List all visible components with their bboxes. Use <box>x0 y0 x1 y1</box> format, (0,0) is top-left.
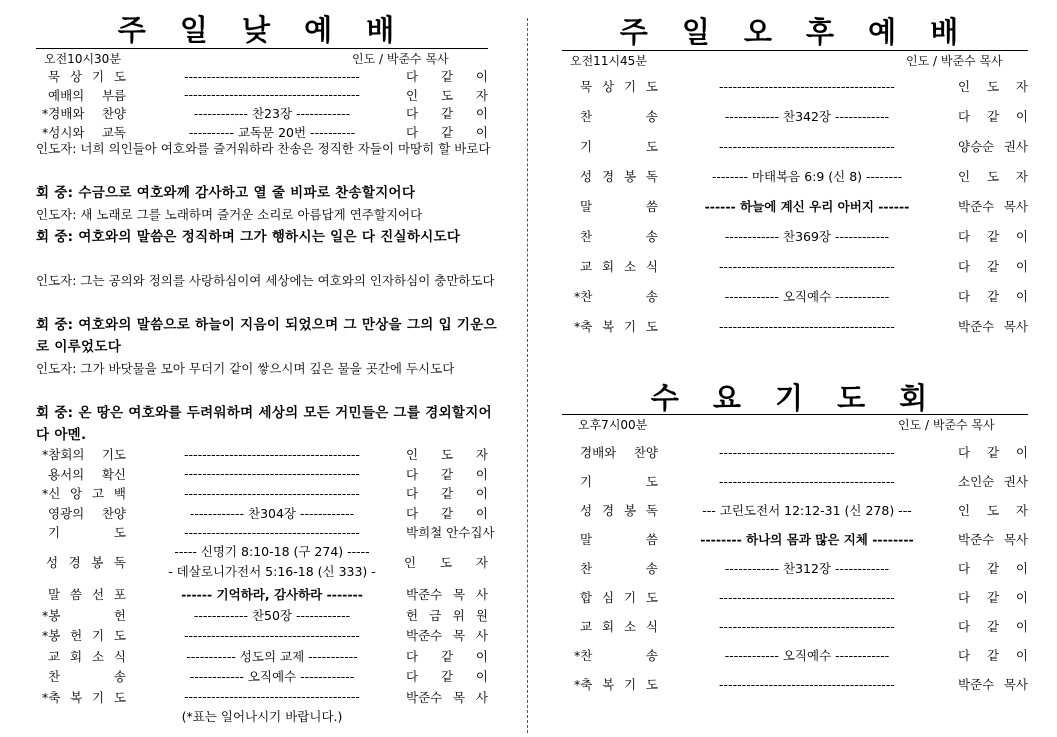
item-detail: ------ 기억하라, 감사하라 ------- <box>181 587 363 602</box>
order-row <box>36 584 488 604</box>
order-row <box>572 256 1028 276</box>
item-label: *봉 헌 <box>42 607 126 623</box>
item-responsible: 다 같 이 <box>958 648 1028 663</box>
item-label: 찬 송 <box>580 561 658 576</box>
item-label: *축 복 기 도 <box>574 677 658 692</box>
order-row <box>572 587 1028 607</box>
order-row <box>36 464 488 484</box>
order-row <box>572 674 1028 694</box>
item-detail: ------------ 찬312장 ------------ <box>724 561 890 576</box>
item-label: 성 경 봉 독 <box>580 503 658 518</box>
order-row <box>36 666 488 686</box>
item-responsible: 다 같 이 <box>958 445 1028 460</box>
item-label: 경배와 찬양 <box>580 445 658 460</box>
item-detail: ------------ 찬304장 ------------ <box>189 505 355 521</box>
order-row <box>36 483 488 503</box>
item-responsible: 인 도 자 <box>958 503 1028 518</box>
item-detail: ------------ 찬50장 ------------ <box>193 607 351 623</box>
order-row <box>572 76 1028 96</box>
order-row <box>572 286 1028 306</box>
item-responsible: 양승순 권사 <box>958 139 1028 154</box>
item-responsible: 다 같 이 <box>406 466 488 482</box>
sunday-service-title: 주 일 낮 예 배 <box>117 13 407 47</box>
item-responsible: 다 같 이 <box>406 106 488 121</box>
item-responsible: 박준수 목 사 <box>406 628 488 643</box>
item-responsible: 다 같 이 <box>406 648 488 664</box>
item-responsible: 다 같 이 <box>958 289 1028 304</box>
order-row <box>572 106 1028 126</box>
item-responsible: 다 같 이 <box>958 109 1028 124</box>
item-detail: --------------------------------------- <box>719 138 895 154</box>
item-responsible: 인 도 자 <box>404 555 488 570</box>
item-responsible: 다 같 이 <box>958 259 1028 274</box>
order-row <box>36 85 488 105</box>
order-row <box>36 103 488 123</box>
order-row <box>572 616 1028 636</box>
leader-reading: 인도자: 새 노래로 그를 노래하며 즐거운 소리로 아름답게 연주할지어다 <box>36 207 423 222</box>
order-row <box>36 625 488 645</box>
item-label: 기 도 <box>48 525 126 540</box>
item-responsible: 헌 금 위 원 <box>406 607 488 623</box>
title-rule <box>36 48 488 49</box>
scripture-reading-row <box>36 542 488 582</box>
service-leader: 인도 / 박준수 목사 <box>898 418 995 432</box>
item-detail: --------------------------------------- <box>184 68 360 84</box>
item-responsible: 다 같 이 <box>406 669 488 684</box>
item-responsible: 다 같 이 <box>958 229 1028 244</box>
leader-reading: 인도자: 그가 바닷물을 모아 무더기 같이 쌓으시며 깊은 물을 곳간에 두시도다 <box>36 361 455 376</box>
order-row <box>36 646 488 666</box>
item-label: 말 씀 선 포 <box>48 587 126 602</box>
scripture-ref-2: - 데살로니가전서 5:16-18 (신 333) - <box>168 564 376 579</box>
item-label: *성시와 교독 <box>42 124 126 140</box>
item-responsible: 박준수 목사 <box>958 532 1028 547</box>
item-label: 영광의 찬양 <box>48 505 126 521</box>
item-responsible: 박희철 안수집사 <box>406 525 495 540</box>
item-responsible: 인 도 자 <box>958 169 1028 184</box>
item-detail: --------------------------------------- <box>184 485 360 501</box>
item-detail: ------------ 찬23장 ------------ <box>193 106 351 121</box>
item-label: *찬 송 <box>574 648 658 663</box>
order-row <box>572 166 1028 186</box>
item-label: *참회의 기도 <box>42 447 126 462</box>
item-label: 합 심 기 도 <box>580 590 658 605</box>
title-rule <box>562 50 1028 51</box>
item-label: *찬 송 <box>574 289 658 304</box>
item-detail: ------------ 오직예수 ------------ <box>724 648 890 663</box>
item-label: 기 도 <box>580 474 658 489</box>
item-detail: --- 고린도전서 12:12-31 (신 278) --- <box>702 503 912 518</box>
item-label: *경배와 찬양 <box>42 106 126 121</box>
item-responsible: 인 도 자 <box>406 87 488 103</box>
item-responsible: 인 도 자 <box>958 79 1028 94</box>
order-row <box>572 471 1028 491</box>
item-label: *축 복 기 도 <box>42 689 126 705</box>
order-row <box>572 500 1028 520</box>
service-time: 오전11시45분 <box>570 54 647 68</box>
item-detail: --------------------------------------- <box>719 676 895 692</box>
item-responsible: 다 같 이 <box>406 486 488 501</box>
item-detail: ---------- 교독문 20번 ---------- <box>188 124 356 140</box>
service-time: 오후7시00분 <box>578 418 648 432</box>
standing-note: (*표는 일어나시기 바랍니다.) <box>181 709 343 724</box>
leader-reading: 인도자: 그는 공의와 정의를 사랑하심이여 세상에는 여호와의 인자하심이 충만하도다 <box>36 273 495 288</box>
item-detail: ------------ 찬342장 ------------ <box>724 109 890 124</box>
item-detail: --------------------------------------- <box>719 589 895 605</box>
item-label: 찬 송 <box>580 109 658 124</box>
item-detail: --------------------------------------- <box>184 466 360 481</box>
scripture-refs <box>144 542 400 582</box>
order-row <box>36 605 488 625</box>
item-responsible: 인 도 자 <box>406 447 488 462</box>
congregation-response: 회 중: 수금으로 여호와께 감사하고 열 줄 비파로 찬송할지어다 <box>36 185 416 201</box>
item-responsible: 다 같 이 <box>958 590 1028 605</box>
order-row <box>572 529 1028 549</box>
item-detail: --------------------------------------- <box>184 524 360 540</box>
item-label: 말 씀 <box>580 532 658 547</box>
service-time: 오전10시30분 <box>44 52 121 66</box>
afternoon-service-title: 주 일 오 후 예 배 <box>619 15 971 49</box>
item-label: 찬 송 <box>48 669 126 684</box>
order-row <box>36 503 488 523</box>
item-detail: ------------ 찬369장 ------------ <box>724 229 890 244</box>
item-detail: ----------- 성도의 교제 ----------- <box>186 648 358 664</box>
order-row <box>572 316 1028 336</box>
order-row <box>36 522 495 542</box>
item-responsible: 박준수 목 사 <box>406 689 488 705</box>
page-divider <box>527 18 528 733</box>
item-label: 성 경 봉 독 <box>580 169 658 184</box>
item-label: 기 도 <box>580 139 658 154</box>
congregation-response: 회 중: 여호와의 말씀은 정직하며 그가 행하시는 일은 다 진실하시도다 <box>36 229 461 245</box>
item-responsible: 박준수 목사 <box>958 199 1028 214</box>
scripture-ref-1: ----- 신명기 8:10-18 (구 274) ----- <box>174 544 370 559</box>
congregation-response: 회 중: 여호와의 말씀으로 하늘이 지음이 되었으며 그 만상을 그의 입 기운으로 이루었도다 <box>36 317 497 355</box>
item-responsible: 다 같 이 <box>406 124 488 140</box>
order-row <box>572 645 1028 665</box>
item-label: 교 회 소 식 <box>580 619 658 634</box>
item-responsible: 다 같 이 <box>406 505 488 521</box>
item-detail: --------------------------------------- <box>184 689 360 704</box>
title-rule <box>562 414 1028 415</box>
item-label: *축 복 기 도 <box>574 319 658 334</box>
item-detail: -------- 하나의 몸과 많은 지체 -------- <box>700 532 914 547</box>
congregation-response: 회 중: 온 땅은 여호와를 두려워하며 세상의 모든 거민들은 그를 경외할지어다 아멘. <box>36 405 492 443</box>
item-responsible: 다 같 이 <box>958 561 1028 576</box>
item-detail: --------------------------------------- <box>719 618 895 634</box>
item-label: *봉 헌 기 도 <box>42 628 126 643</box>
item-label: 찬 송 <box>580 229 658 244</box>
item-detail: ------------ 오직예수 ------------ <box>189 669 355 684</box>
item-responsible: 박준수 목사 <box>958 319 1028 334</box>
order-row <box>572 226 1028 246</box>
item-label: 용서의 확신 <box>48 466 126 482</box>
item-detail: --------------------------------------- <box>719 473 895 489</box>
item-label: 성 경 봉 독 <box>46 555 126 570</box>
item-detail: ------------ 오직예수 ------------ <box>724 289 890 304</box>
order-row <box>572 558 1028 578</box>
item-responsible: 박준수 목 사 <box>406 587 488 602</box>
item-label: *신 앙 고 백 <box>42 486 126 501</box>
item-detail: --------------------------------------- <box>719 318 895 334</box>
item-label: 교 회 소 식 <box>48 648 126 664</box>
order-row <box>36 687 488 707</box>
wednesday-prayer-title: 수 요 기 도 회 <box>650 381 940 415</box>
item-detail: ------ 하늘에 계신 우리 아버지 ------ <box>704 199 910 214</box>
leader-reading: 인도자: 너희 의인들아 여호와를 즐거워하라 찬송은 정직한 자들이 마땅히 할 바로다 <box>36 141 491 156</box>
item-detail: --------------------------------------- <box>719 258 895 274</box>
service-leader: 인도 / 박준수 목사 <box>352 52 449 66</box>
item-detail: --------------------------------------- <box>184 627 360 643</box>
item-detail: --------------------------------------- <box>719 78 895 94</box>
item-responsible: 소인순 권사 <box>958 474 1028 489</box>
item-responsible: 박준수 목사 <box>958 677 1028 692</box>
order-row <box>572 196 1028 216</box>
item-responsible: 다 같 이 <box>958 619 1028 634</box>
item-label: 묵 상 기 도 <box>48 69 126 84</box>
order-row <box>36 444 488 464</box>
item-label: 교 회 소 식 <box>580 259 658 274</box>
item-detail: --------------------------------------- <box>184 446 360 462</box>
order-row <box>572 442 1028 462</box>
item-label: 묵 상 기 도 <box>580 79 658 94</box>
item-responsible: 다 같 이 <box>406 69 488 84</box>
item-label: 말 씀 <box>580 199 658 214</box>
item-label: 예배의 부름 <box>48 87 126 103</box>
item-detail: -------- 마태복음 6:9 (신 8) -------- <box>711 169 903 184</box>
service-leader: 인도 / 박준수 목사 <box>906 54 1003 68</box>
order-row <box>36 66 488 86</box>
item-detail: --------------------------------------- <box>719 444 895 460</box>
item-detail: --------------------------------------- <box>184 87 360 102</box>
order-row <box>572 136 1028 156</box>
